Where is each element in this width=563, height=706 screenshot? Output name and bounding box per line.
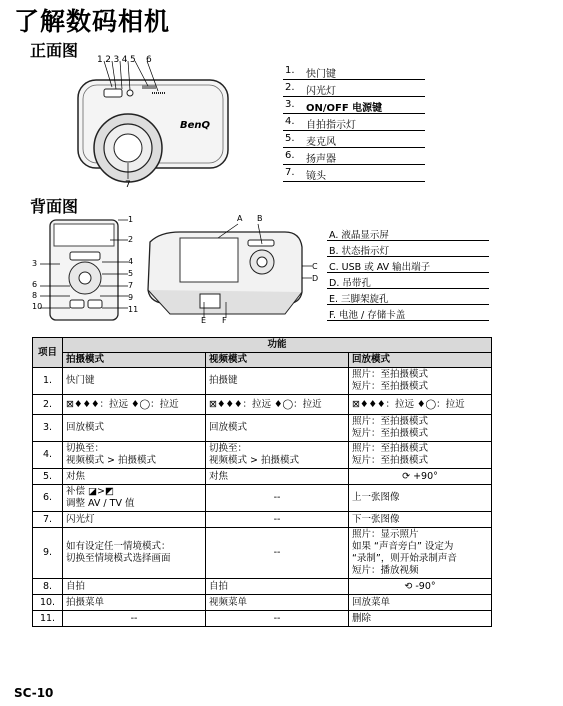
cell-shooting: 回放模式 — [63, 415, 206, 442]
front-part-4: 4. 自拍指示灯 — [283, 114, 425, 131]
cell-playback: ⟳ +90° — [349, 469, 492, 485]
cell-video: -- — [206, 485, 349, 512]
row-number: 6. — [33, 485, 63, 512]
row-number: 3. — [33, 415, 63, 442]
row-number: 5. — [33, 469, 63, 485]
cell-shooting: 快门键 — [63, 368, 206, 395]
row-number: 1. — [33, 368, 63, 395]
row-number: 10. — [33, 595, 63, 611]
back-oblique-illustration — [140, 222, 320, 322]
cell-playback: 回放菜单 — [349, 595, 492, 611]
cell-video: ⊠♦♦♦：拉远 ♦◯：拉近 — [206, 395, 349, 415]
back-part-d: D. 吊带孔 — [327, 273, 489, 289]
front-part-7: 7. 镜头 — [283, 165, 425, 182]
cell-video: 拍摄键 — [206, 368, 349, 395]
cell-playback: ⟲ -90° — [349, 579, 492, 595]
cell-video: 切换至： 视频模式 > 拍摄模式 — [206, 442, 349, 469]
front-part-5: 5. 麦克风 — [283, 131, 425, 148]
label-c: C — [312, 262, 318, 271]
row-number: 7. — [33, 512, 63, 528]
page-number: SC-10 — [14, 686, 54, 700]
cell-video: 视频菜单 — [206, 595, 349, 611]
table-row — [33, 442, 492, 469]
function-table — [32, 337, 492, 627]
cell-video: 自拍 — [206, 579, 349, 595]
front-part-1: 1. 快门键 — [283, 63, 425, 80]
cell-playback: 照片：至拍摄模式 短片：至拍摄模式 — [349, 415, 492, 442]
cell-shooting: 对焦 — [63, 469, 206, 485]
front-part-6: 6. 扬声器 — [283, 148, 425, 165]
back-part-e: E. 三脚架旋孔 — [327, 289, 489, 305]
table-row — [33, 485, 492, 512]
col-item-header: 项目 — [33, 338, 63, 368]
table-row — [33, 595, 492, 611]
label-d: D — [312, 274, 319, 283]
table-body — [33, 368, 492, 627]
table-row — [33, 415, 492, 442]
row-number: 11. — [33, 611, 63, 627]
cell-shooting: 闪光灯 — [63, 512, 206, 528]
cell-playback: 照片：至拍摄模式 短片：至拍摄模式 — [349, 368, 492, 395]
row-number: 8. — [33, 579, 63, 595]
header-playback: 回放模式 — [349, 353, 492, 368]
cell-playback: 上一张图像 — [349, 485, 492, 512]
front-part-3: 3. ON/OFF 电源键 — [283, 97, 425, 114]
back-part-a: A. 液晶显示屏 — [327, 225, 489, 241]
page-title: 了解数码相机 — [14, 7, 171, 36]
label-f: F — [222, 316, 227, 325]
front-callout-numbers: 12345 — [97, 55, 139, 65]
cell-video: -- — [206, 611, 349, 627]
back-camera-illustration — [40, 212, 140, 324]
cell-shooting: ⊠♦♦♦：拉远 ♦◯：拉近 — [63, 395, 206, 415]
header-video: 视频模式 — [206, 353, 349, 368]
row-number: 2. — [33, 395, 63, 415]
table-row — [33, 611, 492, 627]
table-row — [33, 395, 492, 415]
back-view-heading: 背面图 — [30, 197, 79, 216]
cell-shooting: 拍摄菜单 — [63, 595, 206, 611]
header-shooting: 拍摄模式 — [63, 353, 206, 368]
cell-shooting: 如有设定任一情境模式： 切换至情境模式选择画面 — [63, 528, 206, 579]
cell-video: -- — [206, 528, 349, 579]
table-row — [33, 579, 492, 595]
row-number: 9. — [33, 528, 63, 579]
brand-logo: BenQ — [180, 120, 211, 131]
cell-shooting: 切换至： 视频模式 > 拍摄模式 — [63, 442, 206, 469]
cell-playback: 照片：至拍摄模式 短片：至拍摄模式 — [349, 442, 492, 469]
row-number: 4. — [33, 442, 63, 469]
cell-playback: 删除 — [349, 611, 492, 627]
cell-video: 回放模式 — [206, 415, 349, 442]
back-right-callouts: 1 2 4 5 7 9 11 — [128, 215, 139, 314]
cell-shooting: 补偿 ◪>◩ 调整 AV / TV 值 — [63, 485, 206, 512]
cell-shooting: 自拍 — [63, 579, 206, 595]
front-view-heading: 正面图 — [30, 41, 79, 60]
cell-video: 对焦 — [206, 469, 349, 485]
label-b: B — [257, 214, 263, 223]
label-a: A — [237, 214, 243, 223]
table-row — [33, 512, 492, 528]
table-row — [33, 528, 492, 579]
front-camera-illustration — [60, 55, 260, 195]
front-part-2: 2. 闪光灯 — [283, 80, 425, 97]
front-callout-6: 6 — [146, 55, 152, 65]
cell-playback: ⊠♦♦♦：拉远 ♦◯：拉近 — [349, 395, 492, 415]
back-part-c: C. USB 或 AV 输出端子 — [327, 257, 489, 273]
back-part-b: B. 状态指示灯 — [327, 241, 489, 257]
col-function-header: 功能 — [63, 338, 492, 353]
cell-playback: 下一张图像 — [349, 512, 492, 528]
front-callout-7: 7 — [125, 180, 131, 190]
table-row — [33, 469, 492, 485]
table-row — [33, 368, 492, 395]
cell-shooting: -- — [63, 611, 206, 627]
back-part-f: F. 电池 / 存储卡盖 — [327, 305, 489, 321]
cell-playback: 照片：显示照片 如果 “声音旁白” 设定为 “录制”，则开始录制声音 短片：播放视频 — [349, 528, 492, 579]
back-left-callouts: 3 6 8 10 — [32, 259, 43, 311]
cell-video: -- — [206, 512, 349, 528]
label-e: E — [201, 316, 207, 325]
